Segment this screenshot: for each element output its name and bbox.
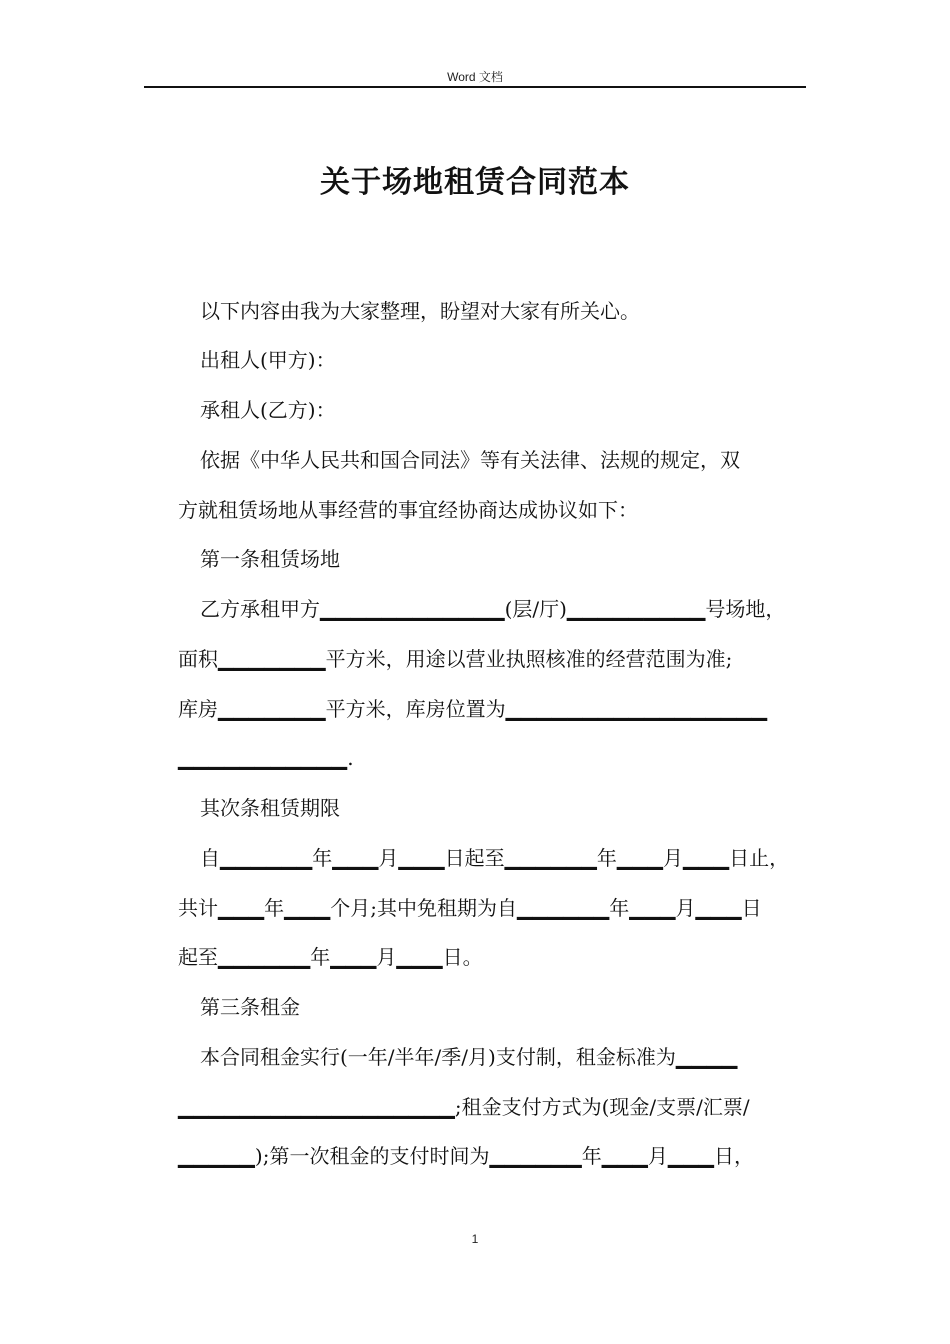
section-heading: 其次条租赁期限 [200,796,340,820]
body-line: 自▁▁▁▁▁▁年▁▁▁月▁▁▁日起至▁▁▁▁▁▁年▁▁▁月▁▁▁日止， [200,846,790,870]
body-line: ▁▁▁▁▁);第一次租金的支付时间为▁▁▁▁▁▁年▁▁▁月▁▁▁日， [178,1144,755,1168]
section-heading: 第三条租金 [200,995,300,1019]
body-line: 依据《中华人民共和国合同法》等有关法律、法规的规定，双 [200,448,740,472]
body-line: 库房▁▁▁▁▁▁▁平方米，库房位置为▁▁▁▁▁▁▁▁▁▁▁▁▁▁▁▁▁ [178,697,768,721]
document-title: 关于场地租赁合同范本 [320,165,630,200]
page-number: 1 [471,1232,479,1246]
header-divider [144,86,806,88]
body-line: 共计▁▁▁年▁▁▁个月;其中免租期为自▁▁▁▁▁▁年▁▁▁月▁▁▁日 [178,896,762,920]
body-line: ▁▁▁▁▁▁▁▁▁▁▁. [178,746,354,770]
body-line: 面积▁▁▁▁▁▁▁平方米，用途以营业执照核准的经营范围为准; [178,647,733,671]
body-line: 以下内容由我为大家整理，盼望对大家有所关心。 [200,299,640,323]
body-line: ▁▁▁▁▁▁▁▁▁▁▁▁▁▁▁▁▁▁;租金支付方式为(现金/支票/汇票/ [178,1095,750,1119]
page-header: Word 文档 [447,70,503,84]
body-line: 乙方承租甲方▁▁▁▁▁▁▁▁▁▁▁▁(层/厅)▁▁▁▁▁▁▁▁▁号场地， [200,597,786,621]
body-line: 起至▁▁▁▁▁▁年▁▁▁月▁▁▁日。 [178,945,483,969]
body-line: 承租人(乙方)： [200,398,336,422]
body-line: 本合同租金实行(一年/半年/季/月)支付制，租金标准为▁▁▁▁ [200,1045,738,1069]
section-heading: 第一条租赁场地 [200,547,340,571]
body-line: 出租人(甲方)： [200,348,336,372]
body-line: 方就租赁场地从事经营的事宜经协商达成协议如下： [178,498,638,522]
